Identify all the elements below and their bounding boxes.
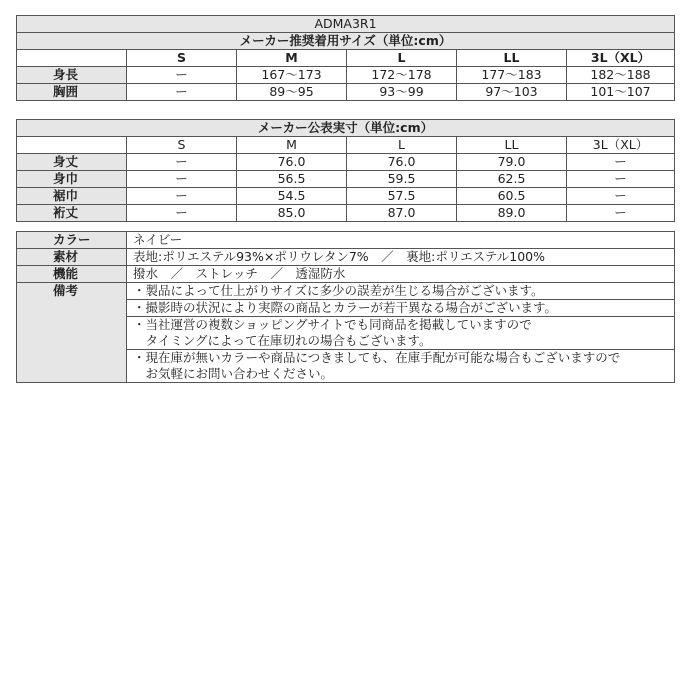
cell: 57.5	[347, 188, 457, 205]
table-row	[17, 188, 675, 205]
cell: ー	[127, 67, 237, 84]
table-row	[17, 67, 675, 84]
cell: ー	[567, 205, 675, 222]
cell: 182〜188	[567, 67, 675, 84]
cell: ー	[127, 154, 237, 171]
note-line: タイミングによって在庫切れの場合もございます。	[127, 333, 675, 350]
row-label: 裄丈	[17, 205, 127, 222]
color-value: ネイビー	[127, 232, 675, 249]
row-label: 胸囲	[17, 84, 127, 101]
cell: 56.5	[237, 171, 347, 188]
cell: 79.0	[457, 154, 567, 171]
table-row	[17, 249, 675, 266]
note-line: ・製品によって仕上がりサイズに多少の誤差が生じる場合がございます。	[127, 283, 675, 300]
size-header: L	[347, 50, 457, 67]
cell: 59.5	[347, 171, 457, 188]
size-header: L	[347, 137, 457, 154]
cell: ー	[127, 171, 237, 188]
size-header: M	[237, 50, 347, 67]
actual-title: メーカー公表実寸（単位:cm）	[17, 120, 675, 137]
recommended-title: メーカー推奨着用サイズ（単位:cm）	[17, 33, 675, 50]
cell: ー	[567, 154, 675, 171]
cell: 89〜95	[237, 84, 347, 101]
notes-label: 備考	[17, 283, 127, 383]
cell: 76.0	[237, 154, 347, 171]
product-code: ADMA3R1	[17, 16, 675, 33]
row-label: 身長	[17, 67, 127, 84]
cell: 60.5	[457, 188, 567, 205]
corner-cell	[17, 50, 127, 67]
size-header: M	[237, 137, 347, 154]
cell: 172〜178	[347, 67, 457, 84]
cell: 85.0	[237, 205, 347, 222]
table-row	[17, 84, 675, 101]
note-line: お気軽にお問い合わせください。	[127, 366, 675, 383]
cell: ー	[127, 84, 237, 101]
size-header: LL	[457, 50, 567, 67]
table-row	[17, 266, 675, 283]
size-header: S	[127, 50, 237, 67]
cell: 97〜103	[457, 84, 567, 101]
table-row	[17, 205, 675, 222]
function-label: 機能	[17, 266, 127, 283]
row-label: 身巾	[17, 171, 127, 188]
size-header: 3L（XL）	[567, 137, 675, 154]
size-header: S	[127, 137, 237, 154]
cell: 87.0	[347, 205, 457, 222]
cell: 62.5	[457, 171, 567, 188]
corner-cell	[17, 137, 127, 154]
size-header: LL	[457, 137, 567, 154]
cell: 93〜99	[347, 84, 457, 101]
product-details-table	[16, 231, 675, 383]
cell: 177〜183	[457, 67, 567, 84]
table-row	[17, 171, 675, 188]
color-label: カラー	[17, 232, 127, 249]
note-line: ・撮影時の状況により実際の商品とカラーが若干異なる場合がございます。	[127, 300, 675, 317]
size-header: 3L（XL）	[567, 50, 675, 67]
note-line: ・当社運営の複数ショッピングサイトでも同商品を掲載していますので	[127, 317, 675, 334]
cell: ー	[567, 188, 675, 205]
cell: 76.0	[347, 154, 457, 171]
table-row	[17, 154, 675, 171]
cell: 89.0	[457, 205, 567, 222]
cell: ー	[567, 171, 675, 188]
recommended-size-table	[16, 15, 675, 101]
row-label: 身丈	[17, 154, 127, 171]
cell: ー	[127, 205, 237, 222]
function-value: 撥水 ／ ストレッチ ／ 透湿防水	[127, 266, 675, 283]
material-label: 素材	[17, 249, 127, 266]
cell: ー	[127, 188, 237, 205]
table-row	[17, 283, 675, 300]
note-line: ・現在庫が無いカラーや商品につきましても、在庫手配が可能な場合もございますので	[127, 350, 675, 367]
cell: 54.5	[237, 188, 347, 205]
actual-size-table	[16, 119, 675, 222]
table-row	[17, 232, 675, 249]
cell: 101〜107	[567, 84, 675, 101]
material-value: 表地:ポリエステル93%×ポリウレタン7% ／ 裏地:ポリエステル100%	[127, 249, 675, 266]
cell: 167〜173	[237, 67, 347, 84]
row-label: 裾巾	[17, 188, 127, 205]
